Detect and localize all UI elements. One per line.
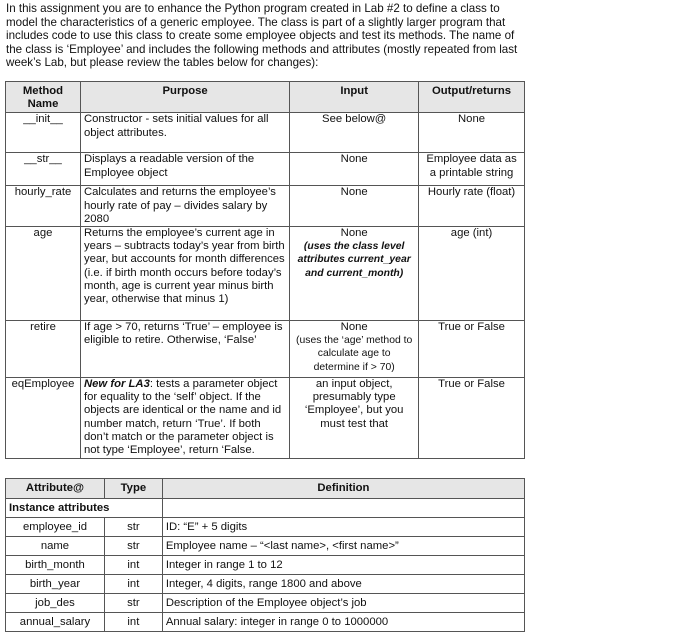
new-for-la3-label: New for LA3 [83, 378, 150, 391]
header-input: Input [290, 82, 419, 113]
table-row [6, 518, 525, 537]
attribute-definition: Integer, 4 digits, range 1800 and above [162, 575, 524, 594]
table-row [6, 227, 525, 321]
attribute-name: birth_year [6, 575, 105, 594]
method-name: retire [6, 321, 81, 378]
method-purpose: Displays a readable version of the Employee object [80, 153, 289, 186]
header-method-name: Method Name [6, 82, 81, 113]
method-input: an input object, presumably type ‘Employee’, but you must test that [290, 378, 419, 459]
table-row [6, 537, 525, 556]
header-definition: Definition [162, 479, 524, 499]
table-row [6, 378, 525, 459]
method-output: True or False [419, 378, 525, 459]
method-input-note: (uses the ‘age’ method to calculate age to determine if > 70) [296, 335, 413, 373]
table-row [6, 613, 525, 632]
attribute-definition: ID: “E” + 5 digits [162, 518, 524, 537]
method-purpose: Returns the employee’s current age in years – subtracts today’s year from birth year, but accounts for month differences (i.e. if birth month occurs before today’s month, age is current year minus birth year, otherwise that minus 1) [80, 227, 289, 321]
method-name: __str__ [6, 153, 81, 186]
attribute-definition: Employee name – “<last name>, <first name>” [162, 537, 524, 556]
method-input-note: (uses the class level attributes current_year and current_month) [297, 241, 411, 279]
method-purpose: Calculates and returns the employee’s hourly rate of pay – divides salary by 2080 [80, 186, 289, 227]
method-name: __init__ [6, 113, 81, 153]
attribute-definition: Annual salary: integer in range 0 to 1000000 [162, 613, 524, 632]
method-output: Employee data as a printable string [419, 153, 525, 186]
group-empty-cell [162, 499, 524, 518]
table-row [6, 186, 525, 227]
method-purpose [80, 378, 289, 459]
methods-header-row [6, 82, 525, 113]
attribute-name: employee_id [6, 518, 105, 537]
method-input: See below@ [290, 113, 419, 153]
method-purpose-text: : tests a parameter object for equality to the ‘self’ object. If the objects are identical or the name and id number match, return ‘True’. If both don’t match or the parameter object is not type ‘Employee’, return ‘False. [83, 378, 282, 457]
group-row [6, 499, 525, 518]
method-output: age (int) [419, 227, 525, 321]
attributes-table [5, 478, 525, 632]
method-input-cell [290, 321, 419, 378]
header-type: Type [104, 479, 162, 499]
attribute-type: int [104, 575, 162, 594]
method-input: None [340, 227, 368, 240]
method-output: Hourly rate (float) [419, 186, 525, 227]
method-input: None [290, 186, 419, 227]
table-row [6, 153, 525, 186]
attribute-type: str [104, 537, 162, 556]
method-name: eqEmployee [6, 378, 81, 459]
attribute-name: birth_month [6, 556, 105, 575]
header-output: Output/returns [419, 82, 525, 113]
method-purpose: Constructor - sets initial values for all object attributes. [80, 113, 289, 153]
header-purpose: Purpose [80, 82, 289, 113]
attributes-header-row [6, 479, 525, 499]
attribute-name: job_des [6, 594, 105, 613]
method-output: True or False [419, 321, 525, 378]
header-attribute: Attribute@ [6, 479, 105, 499]
attribute-type: int [104, 556, 162, 575]
attribute-name: annual_salary [6, 613, 105, 632]
method-input: None [340, 321, 368, 334]
table-row [6, 575, 525, 594]
methods-table [5, 81, 525, 459]
attribute-definition: Description of the Employee object’s job [162, 594, 524, 613]
table-row [6, 113, 525, 153]
table-row [6, 594, 525, 613]
attribute-type: str [104, 594, 162, 613]
intro-paragraph: In this assignment you are to enhance the Python program created in Lab #2 to define a class to model the characteristics of a generic employee. The class is part of a slightly larger program that includes code to use this class to create some employee objects and test its methods. The name of the class is ‘Employee’ and includes the following methods and attributes (mostly repeated from last week’s Lab, but please review the tables below for changes): [6, 2, 518, 70]
method-purpose: If age > 70, returns ‘True’ – employee is eligible to retire. Otherwise, ‘False’ [80, 321, 289, 378]
instance-attributes-label: Instance attributes [6, 499, 163, 518]
method-output: None [419, 113, 525, 153]
method-input-cell [290, 227, 419, 321]
method-name: hourly_rate [6, 186, 81, 227]
table-row [6, 556, 525, 575]
method-name: age [6, 227, 81, 321]
table-row [6, 321, 525, 378]
attribute-type: str [104, 518, 162, 537]
attribute-type: int [104, 613, 162, 632]
attribute-definition: Integer in range 1 to 12 [162, 556, 524, 575]
method-input: None [290, 153, 419, 186]
attribute-name: name [6, 537, 105, 556]
